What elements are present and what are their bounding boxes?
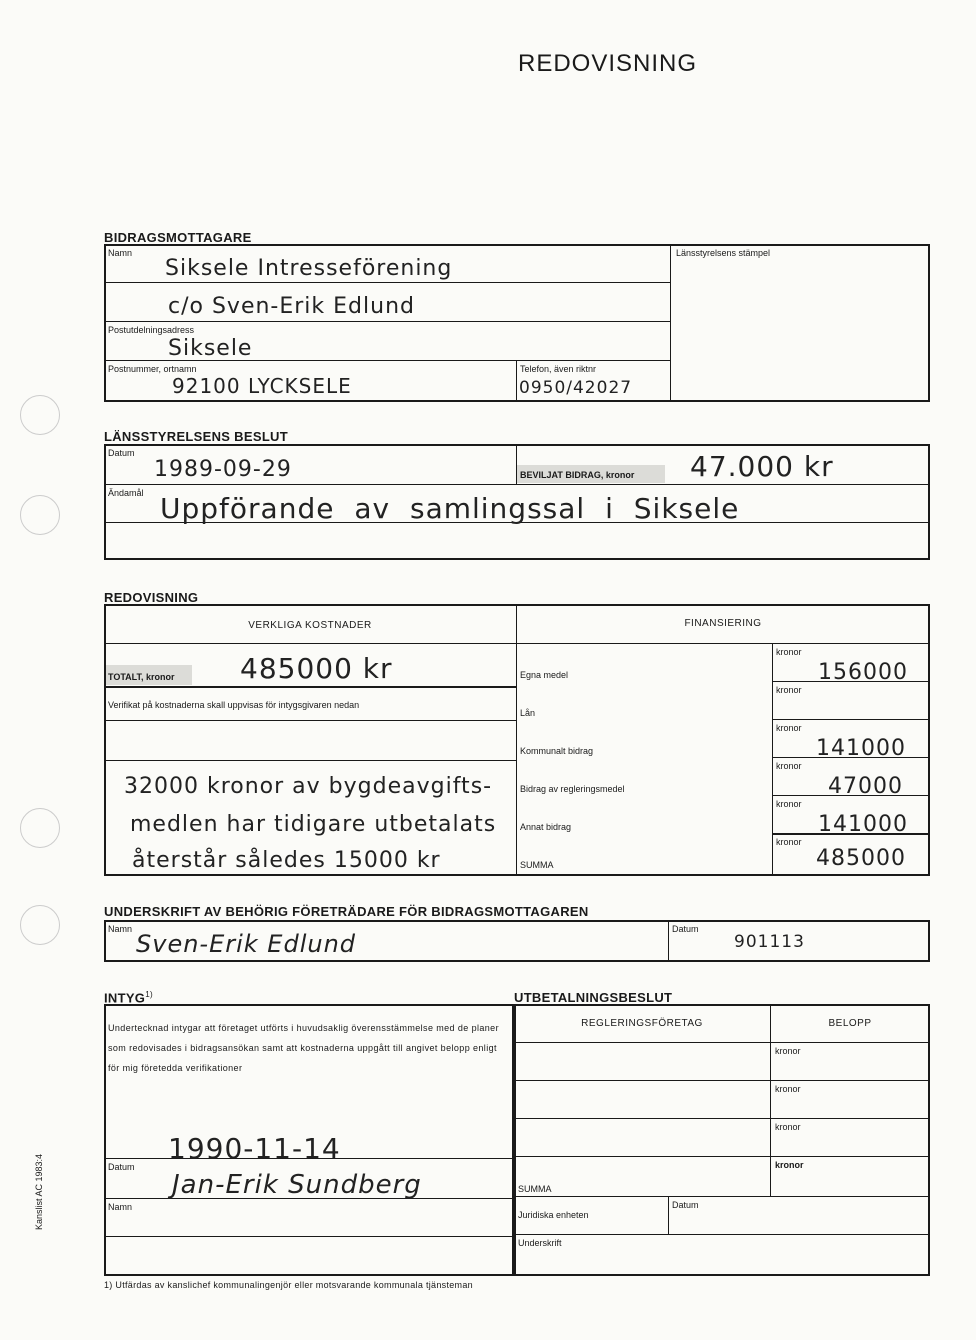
certificate-date-label: Datum [108,1162,135,1172]
financing-own-label: Egna medel [520,670,569,680]
punch-hole [20,495,60,535]
certificate-footnote-mark: 1) [145,990,153,999]
payment-company-header: REGLERINGSFÖRETAG [581,1018,703,1029]
certificate-date-handwritten: 1990-11-14 [168,1132,341,1165]
payment-section-title: UTBETALNINGSBESLUT [514,990,673,1005]
signature-date-label: Datum [672,924,699,934]
certificate-text: Undertecknad intygar att företaget utförts i huvudsaklig överensstämmelse med de planer som redovisades i bidragsansökan samt att kostnaderna uppgått till angivet belopp enligt för mig företedda verifikationer [108,1023,499,1073]
report-section-title: REDOVISNING [104,590,199,605]
kronor-label: kronor [776,685,802,695]
financing-sum-value: 485000 [816,846,906,871]
signature-name: Sven-Erik Edlund [136,930,357,958]
recipient-address: Siksele [168,336,253,361]
verification-note: Verifikat på kostnaderna skall uppvisas för intygsgivaren nedan [108,700,360,710]
financing-own-value: 156000 [818,660,908,685]
financing-other-label: Annat bidrag [520,822,572,832]
phone-label: Telefon, även riktnr [520,364,597,374]
kronor-label: kronor [776,647,802,657]
payment-sum-label: SUMMA [518,1184,552,1194]
footnote: 1) Utfärdas av kanslichef kommunalingenjör eller motsvarande kommunala tjänsteman [104,1280,473,1290]
financing-sum-label: SUMMA [520,860,554,870]
payment-kronor-sum-label: kronor [775,1160,804,1170]
decision-date: 1989-09-29 [154,457,292,482]
granted-amount: 47.000 kr [690,450,834,483]
recipient-postal: 92100 LYCKSELE [172,374,352,398]
purpose-text: Uppförande av samlingssal i Siksele [160,492,740,525]
certificate-signature: Jan-Erik Sundberg [172,1170,422,1200]
total-label: TOTALT, kronor [108,672,175,682]
purpose-label: Ändamål [108,488,144,498]
financing-municipal-value: 141000 [816,736,906,761]
signature-section-title: UNDERSKRIFT AV BEHÖRIG FÖRETRÄDARE FÖR BIDRAGSMOTTAGAREN [104,904,589,919]
total-amount: 485000 kr [240,652,393,685]
signature-name-label: Namn [108,924,133,934]
postal-label: Postnummer, ortnamn [108,364,197,374]
payment-date-label: Datum [672,1200,699,1210]
punch-hole [20,808,60,848]
payment-amount-header: BELOPP [828,1018,872,1029]
recipient-name-line2: c/o Sven-Erik Edlund [168,294,415,319]
kronor-label: kronor [776,761,802,771]
kronor-label: kronor [776,799,802,809]
decision-date-label: Datum [108,448,135,458]
address-label: Postutdelningsadress [108,325,195,335]
financing-municipal-label: Kommunalt bidrag [520,746,594,756]
punch-hole [20,395,60,435]
financing-loan-label: Lån [520,708,536,718]
payment-box [514,1004,930,1276]
decision-section-title: LÄNSSTYRELSENS BESLUT [104,429,288,444]
recipient-section-title: BIDRAGSMOTTAGARE [104,230,252,245]
financing-regulation-label: Bidrag av regleringsmedel [520,784,625,794]
page-title: REDOVISNING [518,50,698,77]
certificate-name-label: Namn [108,1202,133,1212]
recipient-phone: 0950/42027 [519,378,633,398]
kronor-label: kronor [776,723,802,733]
cost-note-line3: återstår således 15000 kr [132,848,441,873]
form-code: Kanslist AC 1983:4 [34,1153,44,1230]
punch-hole [20,905,60,945]
payment-kronor-label: kronor [775,1046,801,1056]
costs-header: VERKLIGA KOSTNADER [248,620,372,631]
stamp-label: Länsstyrelsens stämpel [676,248,771,258]
payment-signature-label: Underskrift [518,1238,562,1248]
name-label: Namn [108,248,133,258]
cost-note-line2: medlen har tidigare utbetalats [130,812,497,837]
payment-kronor-label: kronor [775,1122,801,1132]
financing-header: FINANSIERING [684,618,762,629]
recipient-name-line1: Siksele Intresseförening [165,256,453,281]
financing-regulation-value: 47000 [828,774,903,799]
signature-date: 901113 [734,932,805,952]
cost-note-line1: 32000 kronor av bygdeavgifts- [124,774,493,799]
kronor-label: kronor [776,837,802,847]
certificate-title-text: INTYG [104,990,146,1006]
payment-kronor-label: kronor [775,1084,801,1094]
financing-other-value: 141000 [818,812,908,837]
granted-label: BEVILJAT BIDRAG, kronor [520,470,635,480]
legal-unit-label: Juridiska enheten [518,1210,589,1220]
